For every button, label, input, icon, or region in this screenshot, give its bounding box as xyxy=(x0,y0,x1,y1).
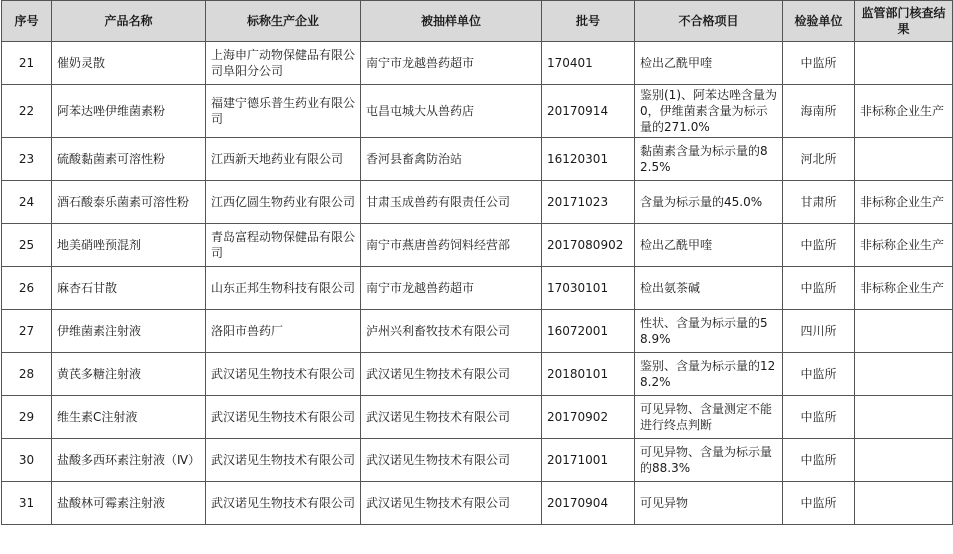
cell-inspector: 河北所 xyxy=(783,138,855,181)
cell-batch: 20170902 xyxy=(542,396,635,439)
cell-result xyxy=(855,482,953,525)
header-result: 监管部门核查结果 xyxy=(855,1,953,42)
cell-product: 酒石酸泰乐菌素可溶性粉 xyxy=(52,181,206,224)
cell-no: 24 xyxy=(2,181,52,224)
cell-manufacturer: 福建宁德乐普生药业有限公司 xyxy=(206,85,361,138)
cell-manufacturer: 武汉诺见生物技术有限公司 xyxy=(206,482,361,525)
cell-manufacturer: 武汉诺见生物技术有限公司 xyxy=(206,439,361,482)
cell-failed-item: 检出乙酰甲喹 xyxy=(635,42,783,85)
table-row xyxy=(2,138,953,181)
cell-sampled-unit: 南宁市燕唐兽药饲料经营部 xyxy=(361,224,542,267)
cell-result xyxy=(855,396,953,439)
cell-inspector: 海南所 xyxy=(783,85,855,138)
cell-product: 地美硝唑预混剂 xyxy=(52,224,206,267)
cell-manufacturer: 江西亿圆生物药业有限公司 xyxy=(206,181,361,224)
cell-sampled-unit: 武汉诺见生物技术有限公司 xyxy=(361,353,542,396)
header-product: 产品名称 xyxy=(52,1,206,42)
cell-product: 阿苯达唑伊维菌素粉 xyxy=(52,85,206,138)
cell-no: 31 xyxy=(2,482,52,525)
cell-batch: 20171001 xyxy=(542,439,635,482)
cell-inspector: 甘肃所 xyxy=(783,181,855,224)
cell-sampled-unit: 武汉诺见生物技术有限公司 xyxy=(361,396,542,439)
table-row xyxy=(2,396,953,439)
cell-product: 伊维菌素注射液 xyxy=(52,310,206,353)
cell-result xyxy=(855,439,953,482)
cell-failed-item: 可见异物 xyxy=(635,482,783,525)
inspection-table xyxy=(1,0,953,525)
cell-manufacturer: 武汉诺见生物技术有限公司 xyxy=(206,353,361,396)
cell-product: 维生素C注射液 xyxy=(52,396,206,439)
cell-result xyxy=(855,42,953,85)
cell-result: 非标称企业生产 xyxy=(855,267,953,310)
header-row xyxy=(2,1,953,42)
table-row xyxy=(2,42,953,85)
cell-batch: 170401 xyxy=(542,42,635,85)
table-row xyxy=(2,85,953,138)
cell-manufacturer: 洛阳市兽药厂 xyxy=(206,310,361,353)
cell-batch: 2017080902 xyxy=(542,224,635,267)
cell-result: 非标称企业生产 xyxy=(855,85,953,138)
cell-manufacturer: 上海申广动物保健品有限公司阜阳分公司 xyxy=(206,42,361,85)
cell-no: 25 xyxy=(2,224,52,267)
cell-sampled-unit: 甘肃玉成兽药有限责任公司 xyxy=(361,181,542,224)
cell-no: 27 xyxy=(2,310,52,353)
header-no: 序号 xyxy=(2,1,52,42)
cell-batch: 16072001 xyxy=(542,310,635,353)
table-row xyxy=(2,353,953,396)
cell-result: 非标称企业生产 xyxy=(855,224,953,267)
cell-batch: 20170904 xyxy=(542,482,635,525)
cell-no: 30 xyxy=(2,439,52,482)
cell-inspector: 中监所 xyxy=(783,396,855,439)
cell-inspector: 中监所 xyxy=(783,353,855,396)
header-inspector: 检验单位 xyxy=(783,1,855,42)
cell-failed-item: 可见异物、含量为标示量的88.3% xyxy=(635,439,783,482)
cell-sampled-unit: 南宁市龙越兽药超市 xyxy=(361,42,542,85)
cell-sampled-unit: 武汉诺见生物技术有限公司 xyxy=(361,439,542,482)
header-failed-item: 不合格项目 xyxy=(635,1,783,42)
cell-failed-item: 含量为标示量的45.0% xyxy=(635,181,783,224)
cell-no: 23 xyxy=(2,138,52,181)
cell-product: 硫酸黏菌素可溶性粉 xyxy=(52,138,206,181)
cell-no: 28 xyxy=(2,353,52,396)
table-row xyxy=(2,224,953,267)
cell-result xyxy=(855,353,953,396)
cell-inspector: 中监所 xyxy=(783,439,855,482)
cell-failed-item: 鉴别、含量为标示量的128.2% xyxy=(635,353,783,396)
cell-no: 21 xyxy=(2,42,52,85)
header-sampled-unit: 被抽样单位 xyxy=(361,1,542,42)
cell-no: 29 xyxy=(2,396,52,439)
cell-manufacturer: 武汉诺见生物技术有限公司 xyxy=(206,396,361,439)
cell-failed-item: 性状、含量为标示量的58.9% xyxy=(635,310,783,353)
cell-manufacturer: 山东正邦生物科技有限公司 xyxy=(206,267,361,310)
cell-inspector: 四川所 xyxy=(783,310,855,353)
cell-sampled-unit: 泸州兴利畜牧技术有限公司 xyxy=(361,310,542,353)
table-row xyxy=(2,181,953,224)
cell-no: 22 xyxy=(2,85,52,138)
cell-sampled-unit: 南宁市龙越兽药超市 xyxy=(361,267,542,310)
table-row xyxy=(2,439,953,482)
cell-product: 麻杏石甘散 xyxy=(52,267,206,310)
table-body xyxy=(2,42,953,525)
header-batch: 批号 xyxy=(542,1,635,42)
cell-failed-item: 可见异物、含量测定不能进行终点判断 xyxy=(635,396,783,439)
cell-product: 盐酸林可霉素注射液 xyxy=(52,482,206,525)
cell-inspector: 中监所 xyxy=(783,42,855,85)
cell-no: 26 xyxy=(2,267,52,310)
cell-inspector: 中监所 xyxy=(783,224,855,267)
table-row xyxy=(2,267,953,310)
cell-batch: 16120301 xyxy=(542,138,635,181)
cell-sampled-unit: 香河县畜禽防治站 xyxy=(361,138,542,181)
table-row xyxy=(2,482,953,525)
cell-failed-item: 黏菌素含量为标示量的82.5% xyxy=(635,138,783,181)
cell-batch: 17030101 xyxy=(542,267,635,310)
cell-sampled-unit: 屯昌屯城大从兽药店 xyxy=(361,85,542,138)
header-manufacturer: 标称生产企业 xyxy=(206,1,361,42)
cell-inspector: 中监所 xyxy=(783,482,855,525)
cell-sampled-unit: 武汉诺见生物技术有限公司 xyxy=(361,482,542,525)
cell-result xyxy=(855,138,953,181)
cell-batch: 20171023 xyxy=(542,181,635,224)
cell-result: 非标称企业生产 xyxy=(855,181,953,224)
cell-product: 盐酸多西环素注射液（Ⅳ） xyxy=(52,439,206,482)
cell-failed-item: 检出氨茶碱 xyxy=(635,267,783,310)
table-row xyxy=(2,310,953,353)
cell-batch: 20180101 xyxy=(542,353,635,396)
cell-batch: 20170914 xyxy=(542,85,635,138)
cell-inspector: 中监所 xyxy=(783,267,855,310)
cell-manufacturer: 江西新天地药业有限公司 xyxy=(206,138,361,181)
cell-failed-item: 检出乙酰甲喹 xyxy=(635,224,783,267)
cell-product: 黄芪多糖注射液 xyxy=(52,353,206,396)
cell-result xyxy=(855,310,953,353)
cell-product: 催奶灵散 xyxy=(52,42,206,85)
cell-manufacturer: 青岛富程动物保健品有限公司 xyxy=(206,224,361,267)
cell-failed-item: 鉴别(1)、阿苯达唑含量为0，伊维菌素含量为标示量的271.0% xyxy=(635,85,783,138)
